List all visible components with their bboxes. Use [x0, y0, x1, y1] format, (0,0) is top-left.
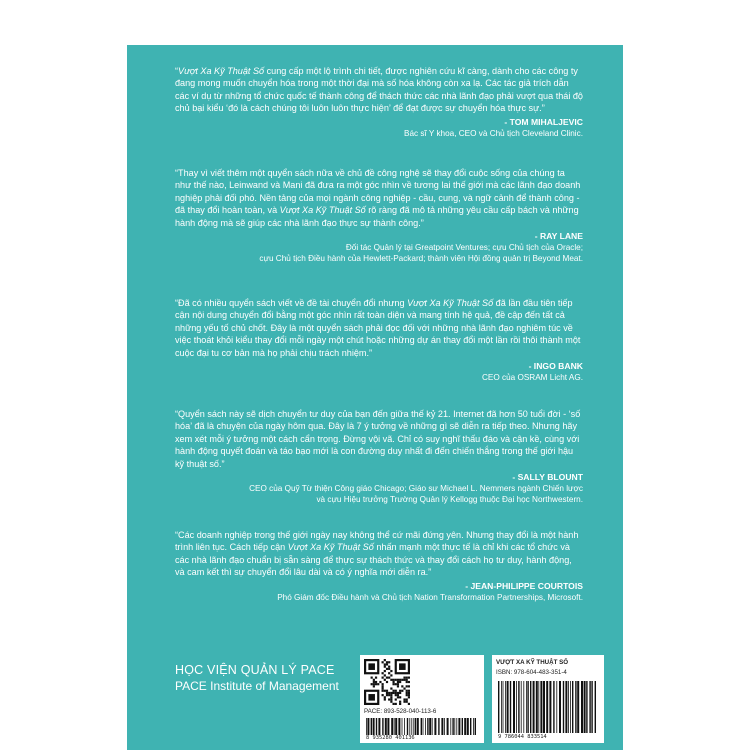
- book-title-italic: Vượt Xa Kỹ Thuật Số: [407, 298, 494, 308]
- quote-text-run: nhấn mạnh một thực tế là chỉ khi các tổ chức và các nhà lãnh đạo chuẩn bị sẵn sàng để thực sự thách thức và thay đổi cách họ tư duy, hành động, và cam kết thì sự chuyển đổi lâu dài và có ý nghĩa mới diễn ra.”: [175, 542, 572, 578]
- quote-block-3: [175, 297, 583, 383]
- quote-text: [175, 529, 583, 579]
- quote-role: và cựu Hiệu trưởng Trường Quản lý Kellogg thuộc Đại học Northwestern.: [316, 495, 583, 505]
- quote-author: - TOM MIHALJEVIC: [504, 116, 583, 127]
- quote-role: Đối tác Quản lý tại Greatpoint Ventures; cựu Chủ tịch của Oracle;: [345, 243, 583, 253]
- publisher-name-en: PACE Institute of Management: [175, 679, 339, 693]
- barcode-icon: [498, 681, 598, 733]
- quote-block-4: [175, 408, 583, 506]
- quote-role: cựu Chủ tịch Điều hành của Hewlett-Packard; thành viên Hội đồng quản trị Beyond Meat.: [259, 254, 583, 264]
- quote-author: - INGO BANK: [528, 361, 583, 372]
- publisher-logo: [175, 662, 339, 694]
- quote-role: Bác sĩ Y khoa, CEO và Chủ tịch Cleveland Clinic.: [404, 128, 583, 138]
- book-title-label: VƯỢT XA KỸ THUẬT SỐ: [496, 659, 569, 666]
- quote-role: CEO của Quỹ Từ thiện Công giáo Chicago; Giáo sư Michael L. Nemmers ngành Chiến lược: [249, 484, 583, 494]
- isbn-barcode-sticker: [492, 655, 604, 743]
- quote-role: Phó Giám đốc Điều hành và Chủ tịch Nation Transformation Partnerships, Microsoft.: [277, 592, 583, 602]
- quote-text: [175, 297, 583, 359]
- quote-text-run: “Các doanh nghiệp trong thế giới ngày nay không thể cứ mãi đứng yên. Nhưng thay đổi là một hành trình liên tục. Cách tiếp cận: [175, 530, 579, 553]
- quote-text-run: “: [175, 66, 179, 76]
- quote-block-1: [175, 65, 583, 139]
- quote-block-2: [175, 167, 583, 265]
- book-title-italic: Vượt Xa Kỹ Thuật Số: [287, 542, 374, 553]
- barcode-icon: [366, 718, 478, 735]
- qr-barcode-sticker: [360, 655, 484, 743]
- pace-barcode-digits: 8 935280 401136: [366, 735, 415, 741]
- quote-text-run: “Quyển sách này sẽ dịch chuyển tư duy của bạn đến giữa thế kỷ 21. Internet đã hơn 50 tuổi đời - ‘số hóa’ đã là chuyện của ngày hôm qua. Đây là 7 ý tưởng về những gì sẽ diễn ra tiếp theo. Nhưng hãy xem xét mỗi ý tưởng một cách cẩn trọng. Đừng vội vã. Chỉ có suy nghĩ thấu đáo và cận kề, cùng với hành động quyết đoán và táo bạo mới là con đường duy nhất đi đến chiến thắng trong thế giới hậu kỹ thuật số.”: [175, 409, 581, 469]
- pace-code-label: PACE: 893-528-040-113-6: [364, 708, 437, 715]
- quote-author: - SALLY BLOUNT: [512, 472, 583, 483]
- quote-text-run: cung cấp một lộ trình chi tiết, được nghiên cứu kĩ càng, dành cho các công ty đang mong muốn chuyển hóa trong một thời đại mà số hóa không còn xa lạ. Các tác giả trích dẫn các ví dụ từ những tổ chức quốc tế thành công để thách thức các nhà lãnh đạo phải vượt qua thái độ chủ bại kiểu ‘đó là cách chúng tôi luôn luôn thực hiện’ để đạt được sự chuyển hóa thực sự.”: [175, 66, 583, 114]
- quote-author: - JEAN-PHILIPPE COURTOIS: [465, 580, 583, 591]
- quote-block-5: [175, 529, 583, 603]
- quote-author: - RAY LANE: [534, 231, 583, 242]
- isbn-label: ISBN: 978-604-483-351-4: [496, 669, 567, 676]
- quote-text: [175, 65, 583, 115]
- book-title-italic: Vượt Xa Kỹ Thuật Số: [178, 66, 265, 76]
- quote-text-run: đã lần đầu tiên tiếp cận nội dung chuyển đổi bằng một góc nhìn rất toàn diện và mang tính hệ quả, đề cập đến tất cả những yếu tố chủ chốt. Đây là một quyển sách phải đọc đối với những nhà lãnh đạo nghiêm túc về việc thoát khỏi kiểu thay đổi mỗi ngày một chút hoặc những dự án thay đổi một lần rồi thôi thành một cuộc đại tu cơ bản mà họ phải chịu trách nhiệm.”: [175, 298, 581, 358]
- quote-role: CEO của OSRAM Licht AG.: [481, 373, 583, 383]
- quote-text-run: “Đã có nhiều quyển sách viết về đề tài chuyển đổi nhưng: [175, 298, 408, 308]
- book-back-cover: [127, 45, 623, 750]
- book-title-italic: Vượt Xa Kỹ Thuật Số: [279, 205, 366, 216]
- quote-text: [175, 408, 583, 470]
- isbn-barcode-digits: 9 786044 833514: [498, 734, 547, 740]
- quote-text: [175, 167, 583, 229]
- quote-text-run: rõ ràng đã mô tả những yêu cầu cấp bách và những hành động mà sẽ giúp các nhà lãnh đạo thực sự thành công.”: [175, 205, 579, 228]
- quote-text-run: “Thay vì viết thêm một quyển sách nữa về chủ đề công nghệ sẽ thay đổi cuộc sống của chúng ta như thế nào, Leinwand và Mani đã đưa ra một góc nhìn về tương lai thế giới mà các lãnh đạo doanh nghiệp phải đối phó. Nền tảng của mọi ngành công nghiệp - cầu, cung, và ngữ cảnh để thành công - đã thay đổi hoàn toàn, và: [175, 168, 581, 216]
- qr-code-icon: [364, 659, 410, 705]
- publisher-name-vi: HỌC VIỆN QUẢN LÝ PACE: [175, 663, 335, 677]
